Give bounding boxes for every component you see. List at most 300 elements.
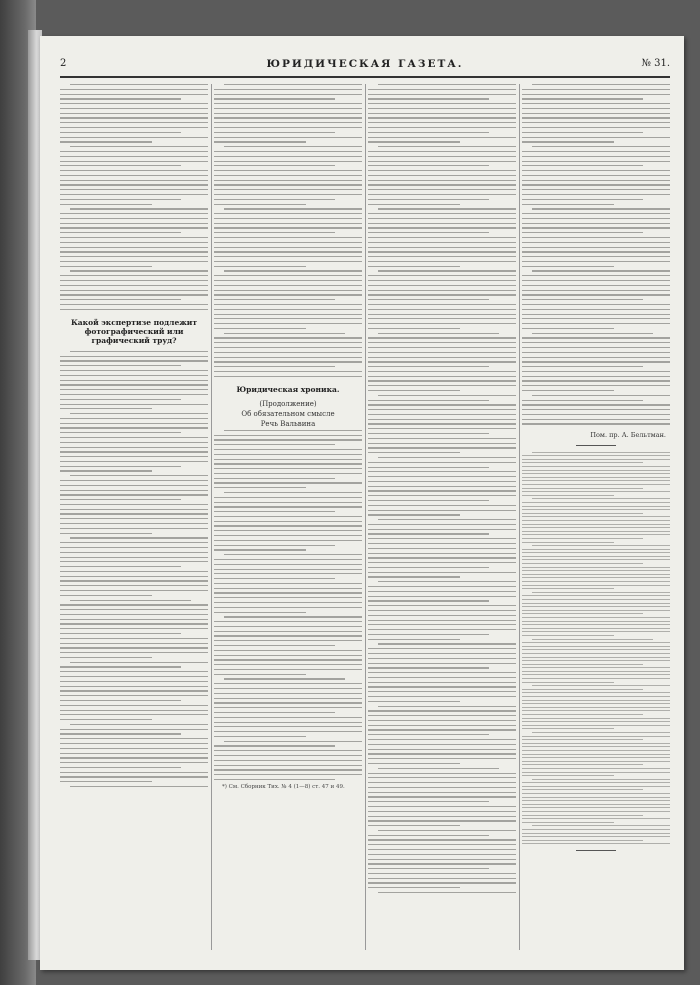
text-line: [368, 304, 516, 305]
text-line: [214, 726, 362, 727]
text-line: [522, 671, 670, 672]
text-line: [522, 103, 670, 104]
text-line: [214, 247, 362, 248]
text-line: [522, 227, 670, 228]
text-line: [378, 333, 499, 334]
text-line: [214, 650, 362, 651]
text-line: [522, 404, 670, 405]
text-line: [214, 122, 362, 123]
text-line: [378, 208, 516, 209]
text-line: [522, 707, 670, 708]
text-line: [368, 294, 516, 295]
text-line: [532, 333, 653, 334]
text-line: [60, 113, 208, 114]
text-line: [214, 108, 362, 109]
text-line: [368, 591, 516, 592]
text-line: [378, 768, 499, 769]
text-line: [368, 576, 460, 577]
text-line: [214, 285, 362, 286]
text-line: [368, 816, 516, 817]
text-line: [368, 318, 516, 319]
column-rule: [365, 84, 366, 950]
text-line: [532, 452, 670, 453]
text-line: [522, 328, 614, 329]
text-line: [368, 849, 516, 850]
text-line: [368, 524, 516, 525]
text-line: [522, 807, 670, 808]
text-line: [522, 815, 643, 816]
text-line: [522, 280, 670, 281]
text-line: [60, 466, 181, 467]
text-line: [214, 736, 306, 737]
text-line: [214, 137, 362, 138]
text-line: [368, 414, 516, 415]
text-line: [522, 725, 670, 726]
text-line: [522, 223, 670, 224]
text-line: [214, 256, 362, 257]
text-line: [60, 141, 152, 142]
text-line: [60, 781, 152, 782]
text-line: [522, 194, 670, 195]
text-line: [60, 604, 208, 605]
text-line: [522, 122, 670, 123]
column-1-text-top: [60, 84, 208, 310]
text-line: [368, 859, 516, 860]
text-line: [214, 227, 362, 228]
text-line: [60, 729, 208, 730]
text-line: [522, 304, 670, 305]
text-line: [214, 103, 362, 104]
text-line: [70, 208, 208, 209]
text-line: [214, 184, 362, 185]
text-line: [522, 318, 670, 319]
text-line: [60, 223, 208, 224]
text-line: [60, 628, 208, 629]
text-line: [368, 156, 516, 157]
text-line: [214, 218, 362, 219]
text-line: [532, 84, 670, 85]
text-line: [532, 498, 670, 499]
text-line: [60, 360, 208, 361]
text-line: [368, 251, 516, 252]
text-line: [224, 84, 362, 85]
text-line: [522, 710, 670, 711]
text-line: [522, 797, 670, 798]
text-line: [368, 720, 516, 721]
text-line: [60, 490, 208, 491]
text-line: [378, 395, 516, 396]
text-line: [522, 132, 643, 133]
text-line: [368, 323, 516, 324]
text-line: [522, 527, 670, 528]
text-line: [60, 518, 208, 519]
text-line: [214, 161, 362, 162]
text-line: [60, 494, 208, 495]
text-line: [522, 266, 614, 267]
text-line: [60, 657, 152, 658]
text-line: [214, 702, 362, 703]
text-line: [368, 686, 516, 687]
text-line: [60, 442, 208, 443]
text-line: [368, 314, 516, 315]
text-line: [368, 337, 516, 338]
text-line: [522, 610, 670, 611]
text-line: [368, 371, 516, 372]
text-line: [522, 376, 670, 377]
text-line: [214, 502, 362, 503]
text-line: [70, 600, 191, 601]
text-line: [368, 624, 516, 625]
text-line: [368, 610, 516, 611]
text-line: [368, 361, 516, 362]
text-line: [214, 127, 362, 128]
text-line: [368, 753, 516, 754]
article-heading: Какой экспертизе подлежит фотографический или графический труд?: [70, 317, 198, 345]
text-line: [522, 371, 670, 372]
text-line: [60, 580, 208, 581]
text-line: [522, 89, 670, 90]
text-line: [368, 543, 516, 544]
text-line: [522, 703, 670, 704]
text-line: [214, 478, 335, 479]
text-line: [214, 342, 362, 343]
text-line: [522, 466, 670, 467]
text-line: [368, 658, 516, 659]
text-line: [368, 452, 460, 453]
text-line: [214, 573, 362, 574]
text-line: [214, 180, 362, 181]
text-line: [522, 290, 670, 291]
text-line: [522, 361, 670, 362]
text-line: [368, 677, 516, 678]
text-line: [368, 189, 516, 190]
text-line: [522, 843, 670, 844]
text-line: [368, 132, 489, 133]
text-line: [368, 882, 516, 883]
text-line: [60, 437, 208, 438]
text-line: [522, 743, 670, 744]
text-line: [522, 419, 670, 420]
text-line: [214, 631, 362, 632]
text-line: [522, 337, 670, 338]
text-line: [532, 395, 670, 396]
text-line: [368, 376, 516, 377]
column-rule: [211, 84, 212, 950]
text-line: [522, 570, 670, 571]
text-line: [214, 199, 335, 200]
text-line: [60, 247, 208, 248]
text-line: [60, 633, 181, 634]
text-line: [214, 540, 362, 541]
text-line: [368, 218, 516, 219]
text-line: [368, 280, 516, 281]
text-line: [368, 447, 516, 448]
text-line: [368, 137, 516, 138]
text-line: [60, 227, 208, 228]
text-line: [368, 763, 460, 764]
text-line: [368, 620, 516, 621]
text-line: [368, 796, 516, 797]
text-line: [522, 470, 670, 471]
text-line: [60, 528, 208, 529]
text-line: [214, 745, 335, 746]
text-line: [214, 602, 362, 603]
text-line: [522, 513, 643, 514]
text-line: [378, 706, 516, 707]
text-line: [214, 482, 362, 483]
text-line: [60, 127, 208, 128]
text-line: [368, 854, 516, 855]
text-line: [214, 755, 362, 756]
text-line: [522, 757, 670, 758]
text-line: [60, 304, 208, 305]
text-line: [368, 242, 516, 243]
text-line: [214, 141, 306, 142]
text-line: [214, 165, 335, 166]
text-line: [378, 581, 516, 582]
text-line: [522, 606, 670, 607]
text-line: [368, 648, 516, 649]
text-line: [522, 409, 670, 410]
text-line: [60, 432, 181, 433]
text-line: [522, 833, 670, 834]
text-line: [368, 663, 516, 664]
text-line: [368, 237, 516, 238]
page-number: 2: [60, 58, 67, 69]
text-line: [214, 328, 306, 329]
text-line: [532, 592, 670, 593]
text-line: [60, 470, 152, 471]
text-line: [368, 792, 516, 793]
text-line: [60, 285, 208, 286]
text-line: [60, 137, 208, 138]
text-line: [522, 599, 670, 600]
text-line: [522, 588, 614, 589]
text-line: [522, 502, 670, 503]
text-line: [522, 390, 614, 391]
text-line: [60, 695, 208, 696]
text-line: [368, 782, 516, 783]
text-line: [214, 156, 362, 157]
text-line: [214, 607, 362, 608]
text-line: [522, 736, 670, 737]
text-line: [368, 878, 516, 879]
text-line: [368, 261, 516, 262]
text-line: [70, 351, 208, 352]
text-line: [522, 108, 670, 109]
text-line: [214, 117, 362, 118]
text-line: [522, 352, 670, 353]
text-line: [522, 491, 670, 492]
text-line: [522, 754, 670, 755]
text-line: [214, 655, 362, 656]
signature: Пом. пр. А. Бельтман.: [590, 430, 666, 439]
column-rule: [519, 84, 520, 950]
text-line: [522, 506, 670, 507]
text-line: [368, 141, 460, 142]
text-line: [368, 710, 516, 711]
text-line: [522, 151, 670, 152]
text-line: [60, 509, 208, 510]
text-line: [214, 559, 362, 560]
text-line: [378, 146, 516, 147]
text-line: [522, 189, 670, 190]
text-line: [60, 194, 208, 195]
text-line: [368, 113, 516, 114]
text-line: [532, 825, 670, 826]
text-line: [70, 662, 208, 663]
text-line: [60, 676, 208, 677]
text-line: [224, 333, 345, 334]
text-line: [368, 562, 516, 563]
text-line: [60, 686, 208, 687]
text-line: [214, 151, 362, 152]
text-line: [70, 537, 208, 538]
text-line: [60, 242, 208, 243]
text-line: [368, 227, 516, 228]
text-line: [368, 117, 516, 118]
text-line: [522, 141, 614, 142]
text-line: [368, 328, 460, 329]
text-line: [522, 822, 614, 823]
text-line: [522, 635, 614, 636]
text-line: [522, 117, 670, 118]
text-line: [368, 467, 489, 468]
text-line: [368, 567, 489, 568]
text-line: [368, 495, 516, 496]
text-line: [214, 361, 362, 362]
text-line: [368, 122, 516, 123]
text-line: [224, 146, 362, 147]
text-line: [60, 213, 208, 214]
text-line: [368, 486, 516, 487]
text-line: [214, 89, 362, 90]
text-line: [368, 204, 460, 205]
text-line: [60, 175, 208, 176]
text-line: [60, 523, 208, 524]
text-line: [368, 758, 516, 759]
text-line: [368, 557, 516, 558]
text-line: [214, 707, 362, 708]
text-line: [522, 137, 670, 138]
text-line: [60, 117, 208, 118]
text-line: [368, 380, 516, 381]
text-line: [224, 678, 345, 679]
text-line: [522, 800, 670, 801]
text-line: [368, 490, 516, 491]
column-4: [522, 84, 670, 950]
text-line: [368, 184, 516, 185]
text-line: [214, 189, 362, 190]
text-line: [522, 400, 643, 401]
column-4-text-top: [522, 84, 670, 425]
text-line: [522, 184, 670, 185]
text-line: [60, 614, 208, 615]
text-line: [214, 597, 362, 598]
text-line: [60, 647, 208, 648]
text-line: [522, 520, 670, 521]
text-line: [522, 347, 670, 348]
text-line: [368, 170, 516, 171]
text-line: [368, 844, 516, 845]
text-line: [224, 554, 362, 555]
text-line: [532, 146, 670, 147]
chronicle-subheading-3: Речь Вальвина: [260, 419, 316, 428]
text-line: [214, 487, 306, 488]
text-line: [60, 705, 208, 706]
text-line: [214, 683, 362, 684]
text-line: [214, 366, 335, 367]
text-line: [522, 261, 670, 262]
text-line: [522, 237, 670, 238]
newspaper-page: [40, 36, 684, 970]
text-line: [214, 612, 306, 613]
text-line: [214, 213, 362, 214]
text-line: [224, 492, 362, 493]
text-line: [368, 863, 516, 864]
text-line: [60, 108, 208, 109]
text-line: [522, 275, 670, 276]
text-line: [60, 156, 208, 157]
text-line: [60, 480, 208, 481]
text-line: [368, 696, 516, 697]
text-line: [214, 549, 306, 550]
text-line: [522, 786, 670, 787]
text-line: [522, 772, 670, 773]
text-line: [214, 506, 362, 507]
text-line: [224, 270, 362, 271]
text-line: [368, 729, 516, 730]
text-line: [522, 542, 614, 543]
text-line: [368, 749, 516, 750]
text-line: [60, 309, 208, 310]
text-line: [368, 605, 516, 606]
text-line: [368, 175, 516, 176]
text-line: [522, 581, 670, 582]
masthead: ЮРИДИЧЕСКАЯ ГАЗЕТА.: [266, 58, 464, 70]
text-line: [70, 84, 208, 85]
text-line: [532, 732, 670, 733]
text-line: [522, 840, 643, 841]
text-line: [522, 836, 670, 837]
text-line: [60, 461, 208, 462]
text-line: [214, 564, 362, 565]
text-line: [214, 535, 362, 536]
text-line: [368, 887, 460, 888]
text-line: [522, 462, 643, 463]
text-line: [368, 639, 460, 640]
text-line: [368, 820, 516, 821]
text-line: [368, 787, 516, 788]
text-line: [368, 443, 516, 444]
text-line: [368, 165, 489, 166]
text-line: [378, 457, 516, 458]
text-line: [368, 548, 516, 549]
text-line: [214, 314, 362, 315]
text-line: [214, 275, 362, 276]
text-line: [60, 547, 208, 548]
text-line: [522, 696, 670, 697]
text-line: [60, 585, 208, 586]
text-line: [60, 380, 208, 381]
text-line: [214, 371, 362, 372]
text-line: [214, 376, 362, 377]
text-line: [214, 357, 362, 358]
text-line: [60, 557, 208, 558]
text-line: [60, 714, 208, 715]
text-line: [368, 667, 489, 668]
text-line: [214, 588, 362, 589]
